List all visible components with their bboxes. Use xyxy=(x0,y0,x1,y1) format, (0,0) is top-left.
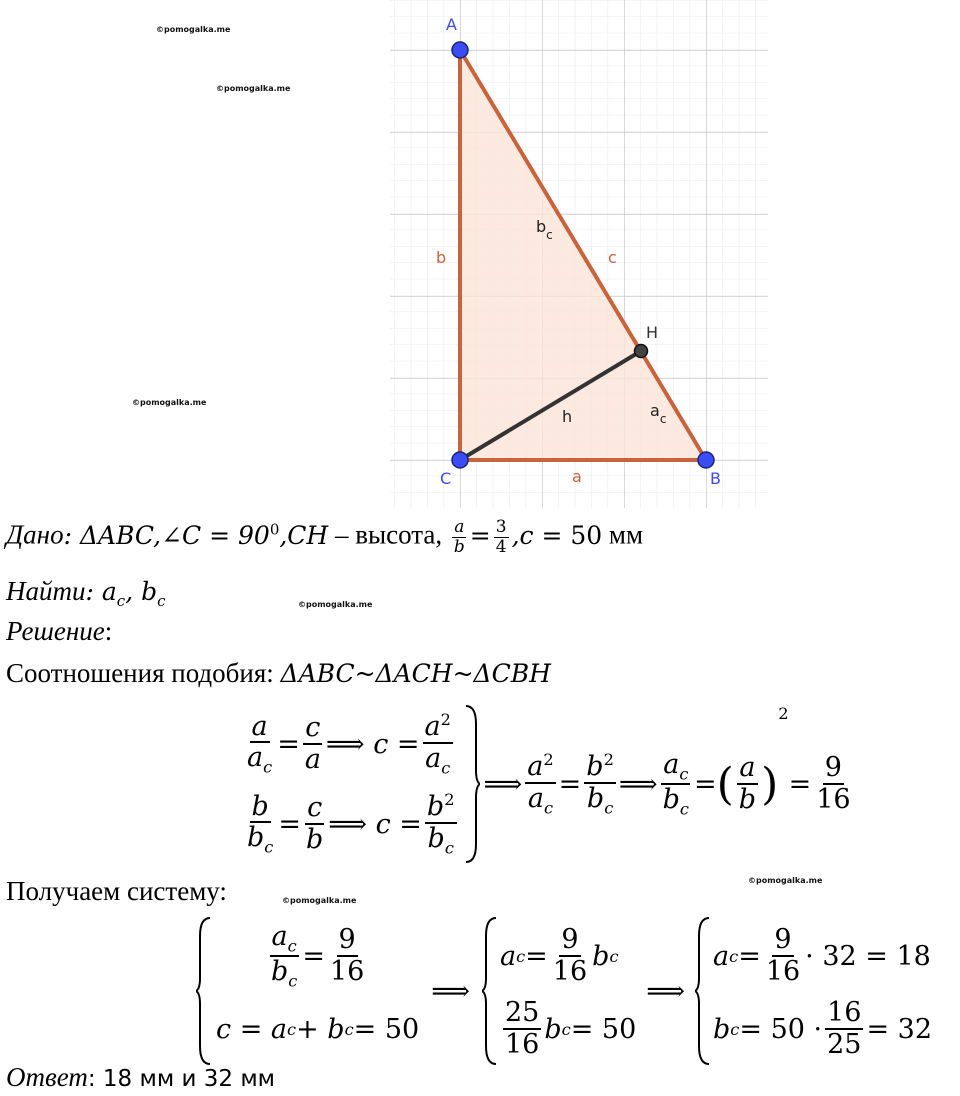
given-mid: – высота, xyxy=(328,519,443,550)
given-unit: мм xyxy=(602,519,644,550)
similarity-line: Соотношения подобия: ΔABC~ΔACH~ΔCBH xyxy=(6,658,551,688)
point-H xyxy=(635,345,648,358)
watermark: ©pomogalka.me xyxy=(298,600,373,609)
answer-line xyxy=(6,1062,275,1093)
given-line: Дано: ΔABC,∠C = $90^0,CH$ – высота, $\frac{a}{b}$ = $\frac{3}{4}$ ,c = 50 мм xyxy=(6,517,644,557)
watermark: ©pomogalka.me xyxy=(282,896,357,905)
answer-label: Ответ xyxy=(6,1062,88,1092)
given-label: Дано xyxy=(6,519,64,550)
label-h: h xyxy=(562,407,573,426)
system-label: Получаем систему: xyxy=(6,876,227,906)
label-b: b xyxy=(436,248,447,267)
solution-line: Решение: xyxy=(6,616,113,646)
watermark: ©pomogalka.me xyxy=(156,25,231,34)
point-B xyxy=(698,452,714,468)
watermark: ©pomogalka.me xyxy=(748,876,823,885)
point-A xyxy=(452,42,468,58)
watermark: ©pomogalka.me xyxy=(132,398,207,407)
label-a: a xyxy=(572,467,582,486)
label-A: A xyxy=(446,15,457,34)
label-ac: $a_c$ xyxy=(650,401,667,426)
label-H: H xyxy=(646,323,659,342)
label-bc: $b_c$ xyxy=(536,217,553,242)
label-c: c xyxy=(608,248,617,267)
label-B: B xyxy=(710,469,721,488)
answer-value: : 18 мм и 32 мм xyxy=(87,1066,276,1092)
watermark: ©pomogalka.me xyxy=(216,84,291,93)
triangle-diagram xyxy=(370,0,770,508)
solution-label: Решение xyxy=(6,616,105,646)
point-C xyxy=(452,452,468,468)
final-system: $\frac{a_c}{b_c}$ = $\frac{9}{16}$ c = a c + b c = 50 ⟹ a c = $\frac{9}{16}$ b c $\frac{25}{16}$ b c = 50 ⟹ a c = $\frac{9}{16}$ · 32 = 18 b c = 50 · $\frac{16}{25}$ = 32 xyxy=(196,916,932,1066)
label-C: C xyxy=(440,469,452,488)
similarity-system: $\frac{a}{a_c}$ = $\frac{c}{a}$ ⟹ c = $\frac{a^2}{a_c}$ $\frac{b}{b_c}$ = $\frac{c}{b}$ ⟹ c = $\frac{b^2}{b_c}$ ⟹ $\frac{a^2}{a_c}$ = $\frac{b^2}{b_c}$ ⟹ $\frac{a_c}{b_c}$ = ( $\frac{a}{b}$ ) 2 = $\frac{9}{16}$ xyxy=(242,704,856,864)
system-line xyxy=(6,876,227,907)
find-line: Найти: $a_c$, $b_c$ xyxy=(6,576,166,610)
similarity-label: Соотношения подобия: xyxy=(6,658,281,688)
find-label: Найти xyxy=(6,576,86,606)
